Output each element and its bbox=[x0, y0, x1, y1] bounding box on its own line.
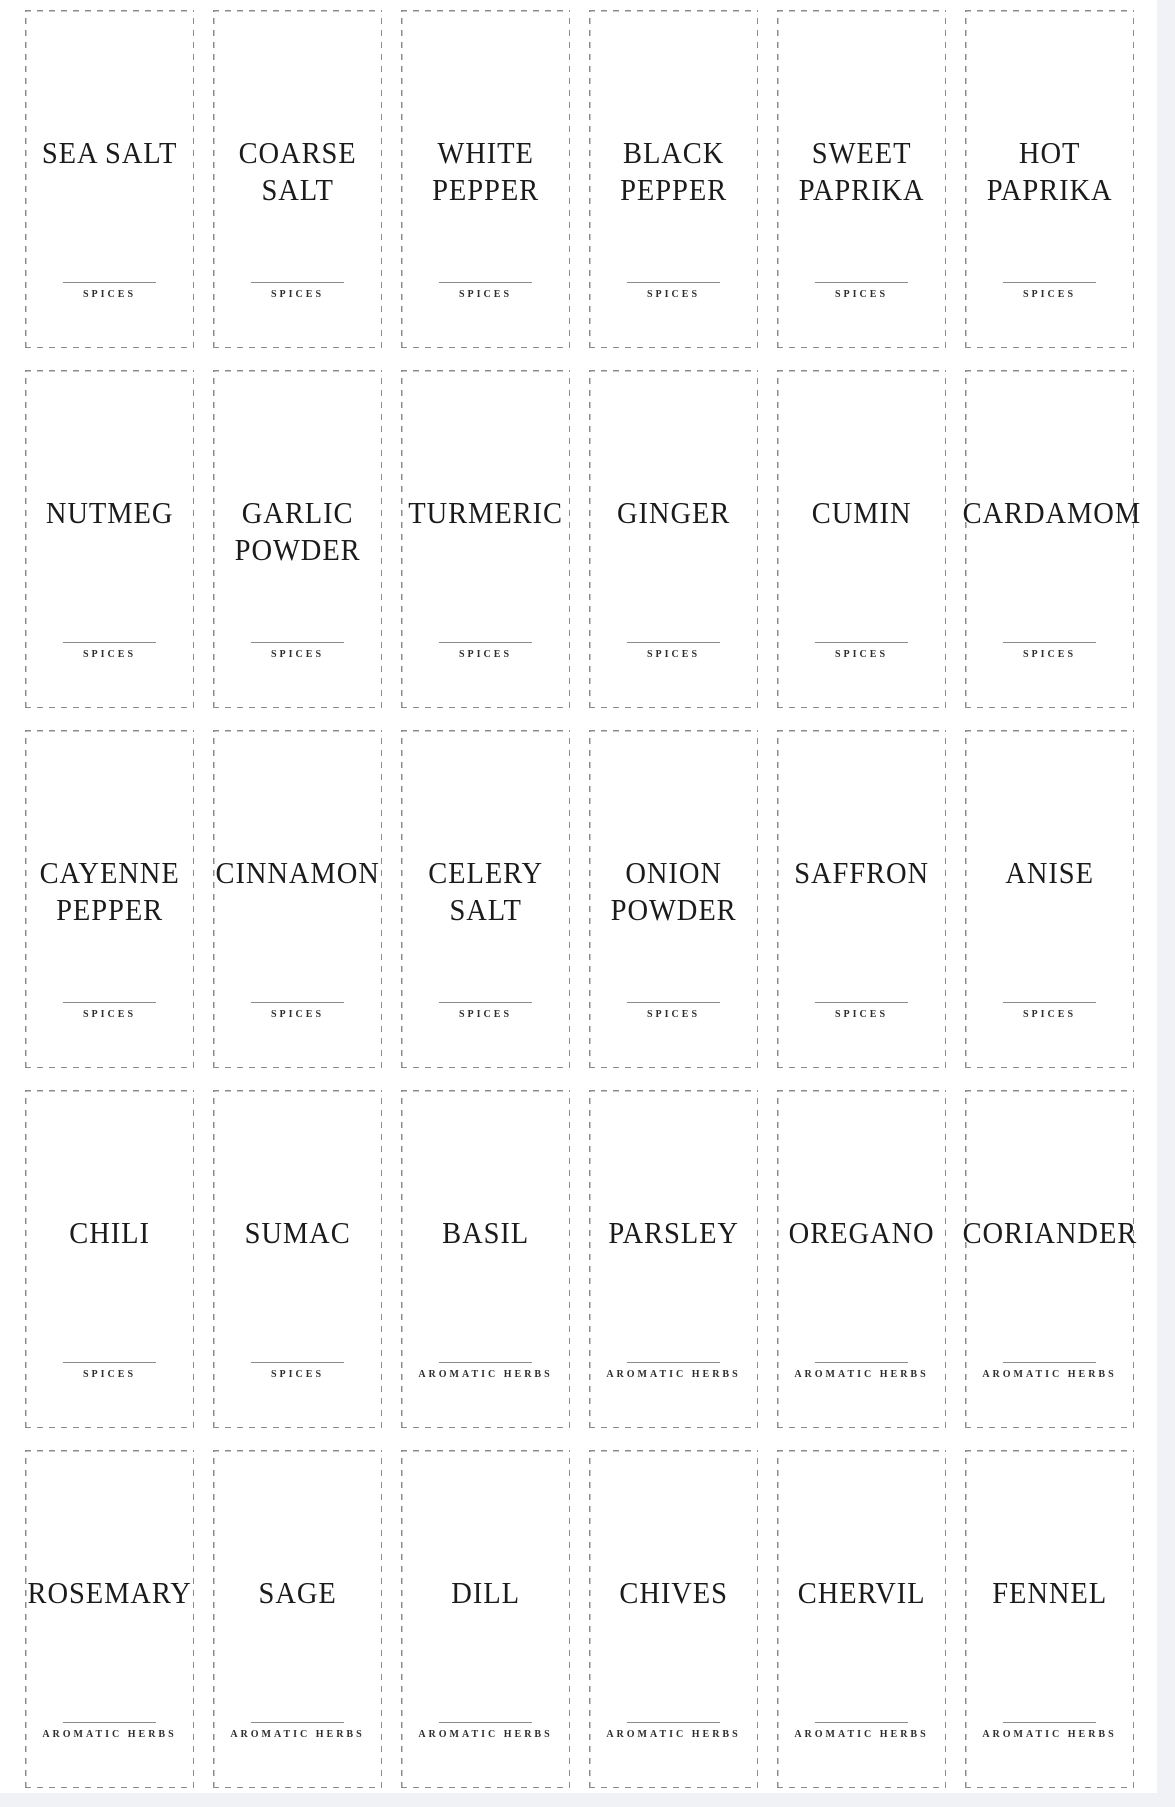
divider-line bbox=[627, 642, 720, 643]
divider-line bbox=[251, 1362, 344, 1363]
label-category: AROMATIC HERBS bbox=[982, 1369, 1117, 1380]
label-title: COARSE SALT bbox=[238, 135, 357, 207]
label-category: SPICES bbox=[270, 289, 324, 300]
label-card bbox=[25, 1450, 194, 1788]
label-footer bbox=[777, 1002, 946, 1021]
label-category: SPICES bbox=[82, 649, 136, 660]
label-title: SEA SALT bbox=[41, 135, 178, 170]
label-footer bbox=[25, 642, 194, 661]
label-category: AROMATIC HERBS bbox=[42, 1729, 177, 1740]
label-category: AROMATIC HERBS bbox=[606, 1369, 741, 1380]
divider-line bbox=[63, 642, 156, 643]
divider-line bbox=[815, 642, 908, 643]
label-footer bbox=[213, 1722, 382, 1741]
divider-line bbox=[1003, 642, 1096, 643]
label-card bbox=[965, 730, 1134, 1068]
label-footer bbox=[25, 1722, 194, 1741]
label-title: SWEET PAPRIKA bbox=[798, 135, 925, 207]
label-card bbox=[965, 10, 1134, 348]
label-footer bbox=[25, 282, 194, 301]
label-title: CINNAMON bbox=[215, 855, 380, 890]
label-footer bbox=[401, 1362, 570, 1381]
label-card bbox=[25, 370, 194, 708]
label-card bbox=[962, 370, 1141, 708]
label-title: SAGE bbox=[258, 1575, 337, 1610]
labels-grid bbox=[25, 10, 1141, 1788]
divider-line bbox=[815, 282, 908, 283]
label-card bbox=[213, 730, 382, 1068]
divider-line bbox=[439, 642, 532, 643]
label-card bbox=[25, 10, 194, 348]
label-title: ROSEMARY bbox=[27, 1575, 192, 1610]
label-title: CHERVIL bbox=[797, 1575, 926, 1610]
divider-line bbox=[439, 282, 532, 283]
label-card bbox=[589, 1090, 758, 1428]
label-category: SPICES bbox=[1022, 289, 1076, 300]
label-title: CUMIN bbox=[811, 495, 912, 530]
label-card bbox=[401, 1090, 570, 1428]
label-category: SPICES bbox=[82, 1009, 136, 1020]
label-card bbox=[777, 370, 946, 708]
label-footer bbox=[401, 1722, 570, 1741]
label-title: BASIL bbox=[442, 1215, 530, 1250]
label-footer bbox=[965, 1002, 1134, 1021]
label-footer bbox=[213, 282, 382, 301]
divider-line bbox=[251, 642, 344, 643]
label-title: PARSLEY bbox=[608, 1215, 739, 1250]
label-card bbox=[401, 10, 570, 348]
divider-line bbox=[815, 1362, 908, 1363]
label-footer bbox=[965, 1362, 1134, 1381]
divider-line bbox=[439, 1722, 532, 1723]
label-category: AROMATIC HERBS bbox=[794, 1369, 929, 1380]
label-title: OREGANO bbox=[788, 1215, 935, 1250]
divider-line bbox=[627, 1362, 720, 1363]
divider-line bbox=[63, 1002, 156, 1003]
divider-line bbox=[1003, 1002, 1096, 1003]
label-title: GINGER bbox=[616, 495, 731, 530]
label-footer bbox=[401, 642, 570, 661]
label-category: SPICES bbox=[270, 1009, 324, 1020]
divider-line bbox=[251, 282, 344, 283]
label-title: SAFFRON bbox=[794, 855, 929, 890]
label-footer bbox=[25, 1362, 194, 1381]
label-category: AROMATIC HERBS bbox=[982, 1729, 1117, 1740]
label-category: SPICES bbox=[834, 649, 888, 660]
label-card bbox=[25, 730, 194, 1068]
label-card bbox=[589, 1450, 758, 1788]
label-category: SPICES bbox=[82, 1369, 136, 1380]
divider-line bbox=[439, 1362, 532, 1363]
label-footer bbox=[589, 1362, 758, 1381]
label-footer bbox=[401, 1002, 570, 1021]
label-card bbox=[777, 1090, 946, 1428]
label-title: ONION POWDER bbox=[610, 855, 737, 927]
label-footer bbox=[965, 282, 1134, 301]
label-title: WHITE PEPPER bbox=[432, 135, 539, 207]
divider-line bbox=[1003, 1722, 1096, 1723]
label-title: NUTMEG bbox=[45, 495, 174, 530]
divider-line bbox=[63, 1722, 156, 1723]
label-category: SPICES bbox=[270, 649, 324, 660]
label-category: SPICES bbox=[270, 1369, 324, 1380]
label-footer bbox=[401, 282, 570, 301]
label-footer bbox=[777, 642, 946, 661]
label-card bbox=[777, 10, 946, 348]
label-footer bbox=[965, 1722, 1134, 1741]
label-footer bbox=[213, 1002, 382, 1021]
divider-line bbox=[815, 1722, 908, 1723]
label-category: AROMATIC HERBS bbox=[418, 1729, 553, 1740]
label-footer bbox=[777, 1362, 946, 1381]
label-title: CHIVES bbox=[619, 1575, 728, 1610]
label-card bbox=[589, 370, 758, 708]
label-footer bbox=[777, 282, 946, 301]
label-footer bbox=[965, 642, 1134, 661]
label-title: CARDAMOM bbox=[962, 495, 1141, 530]
label-card bbox=[213, 10, 382, 348]
label-footer bbox=[589, 1722, 758, 1741]
divider-line bbox=[1003, 1362, 1096, 1363]
divider-line bbox=[815, 1002, 908, 1003]
label-card bbox=[25, 1090, 194, 1428]
label-title: BLACK PEPPER bbox=[620, 135, 727, 207]
label-title: GARLIC POWDER bbox=[234, 495, 361, 567]
divider-line bbox=[439, 1002, 532, 1003]
label-card bbox=[777, 730, 946, 1068]
label-title: ANISE bbox=[1005, 855, 1094, 890]
divider-line bbox=[627, 1002, 720, 1003]
divider-line bbox=[1003, 282, 1096, 283]
label-title: HOT PAPRIKA bbox=[986, 135, 1113, 207]
label-category: SPICES bbox=[458, 1009, 512, 1020]
label-title: DILL bbox=[451, 1575, 520, 1610]
label-title: CELERY SALT bbox=[428, 855, 543, 927]
label-footer bbox=[589, 282, 758, 301]
divider-line bbox=[251, 1722, 344, 1723]
label-footer bbox=[213, 642, 382, 661]
divider-line bbox=[63, 1362, 156, 1363]
label-category: AROMATIC HERBS bbox=[230, 1729, 365, 1740]
label-category: AROMATIC HERBS bbox=[794, 1729, 929, 1740]
label-card bbox=[777, 1450, 946, 1788]
divider-line bbox=[627, 1722, 720, 1723]
label-card bbox=[589, 730, 758, 1068]
label-card bbox=[589, 10, 758, 348]
label-title: CORIANDER bbox=[962, 1215, 1138, 1250]
label-card bbox=[213, 1090, 382, 1428]
label-footer bbox=[589, 642, 758, 661]
label-title: TURMERIC bbox=[408, 495, 563, 530]
label-card bbox=[965, 1450, 1134, 1788]
label-category: SPICES bbox=[646, 649, 700, 660]
label-title: SUMAC bbox=[244, 1215, 351, 1250]
label-card bbox=[401, 1450, 570, 1788]
divider-line bbox=[627, 282, 720, 283]
label-title: CHILI bbox=[69, 1215, 150, 1250]
label-card bbox=[401, 730, 570, 1068]
label-category: SPICES bbox=[458, 289, 512, 300]
divider-line bbox=[63, 282, 156, 283]
label-card bbox=[962, 1090, 1138, 1428]
label-category: SPICES bbox=[834, 289, 888, 300]
label-category: SPICES bbox=[1022, 1009, 1076, 1020]
label-category: SPICES bbox=[646, 1009, 700, 1020]
label-category: SPICES bbox=[458, 649, 512, 660]
label-card bbox=[401, 370, 570, 708]
label-card bbox=[213, 1450, 382, 1788]
label-category: SPICES bbox=[646, 289, 700, 300]
label-category: AROMATIC HERBS bbox=[606, 1729, 741, 1740]
label-footer bbox=[213, 1362, 382, 1381]
label-category: SPICES bbox=[82, 289, 136, 300]
label-title: FENNEL bbox=[992, 1575, 1107, 1610]
label-footer bbox=[777, 1722, 946, 1741]
label-category: AROMATIC HERBS bbox=[418, 1369, 553, 1380]
label-footer bbox=[25, 1002, 194, 1021]
divider-line bbox=[251, 1002, 344, 1003]
label-card bbox=[213, 370, 382, 708]
label-title: CAYENNE PEPPER bbox=[39, 855, 180, 927]
label-category: SPICES bbox=[1022, 649, 1076, 660]
label-category: SPICES bbox=[834, 1009, 888, 1020]
label-footer bbox=[589, 1002, 758, 1021]
